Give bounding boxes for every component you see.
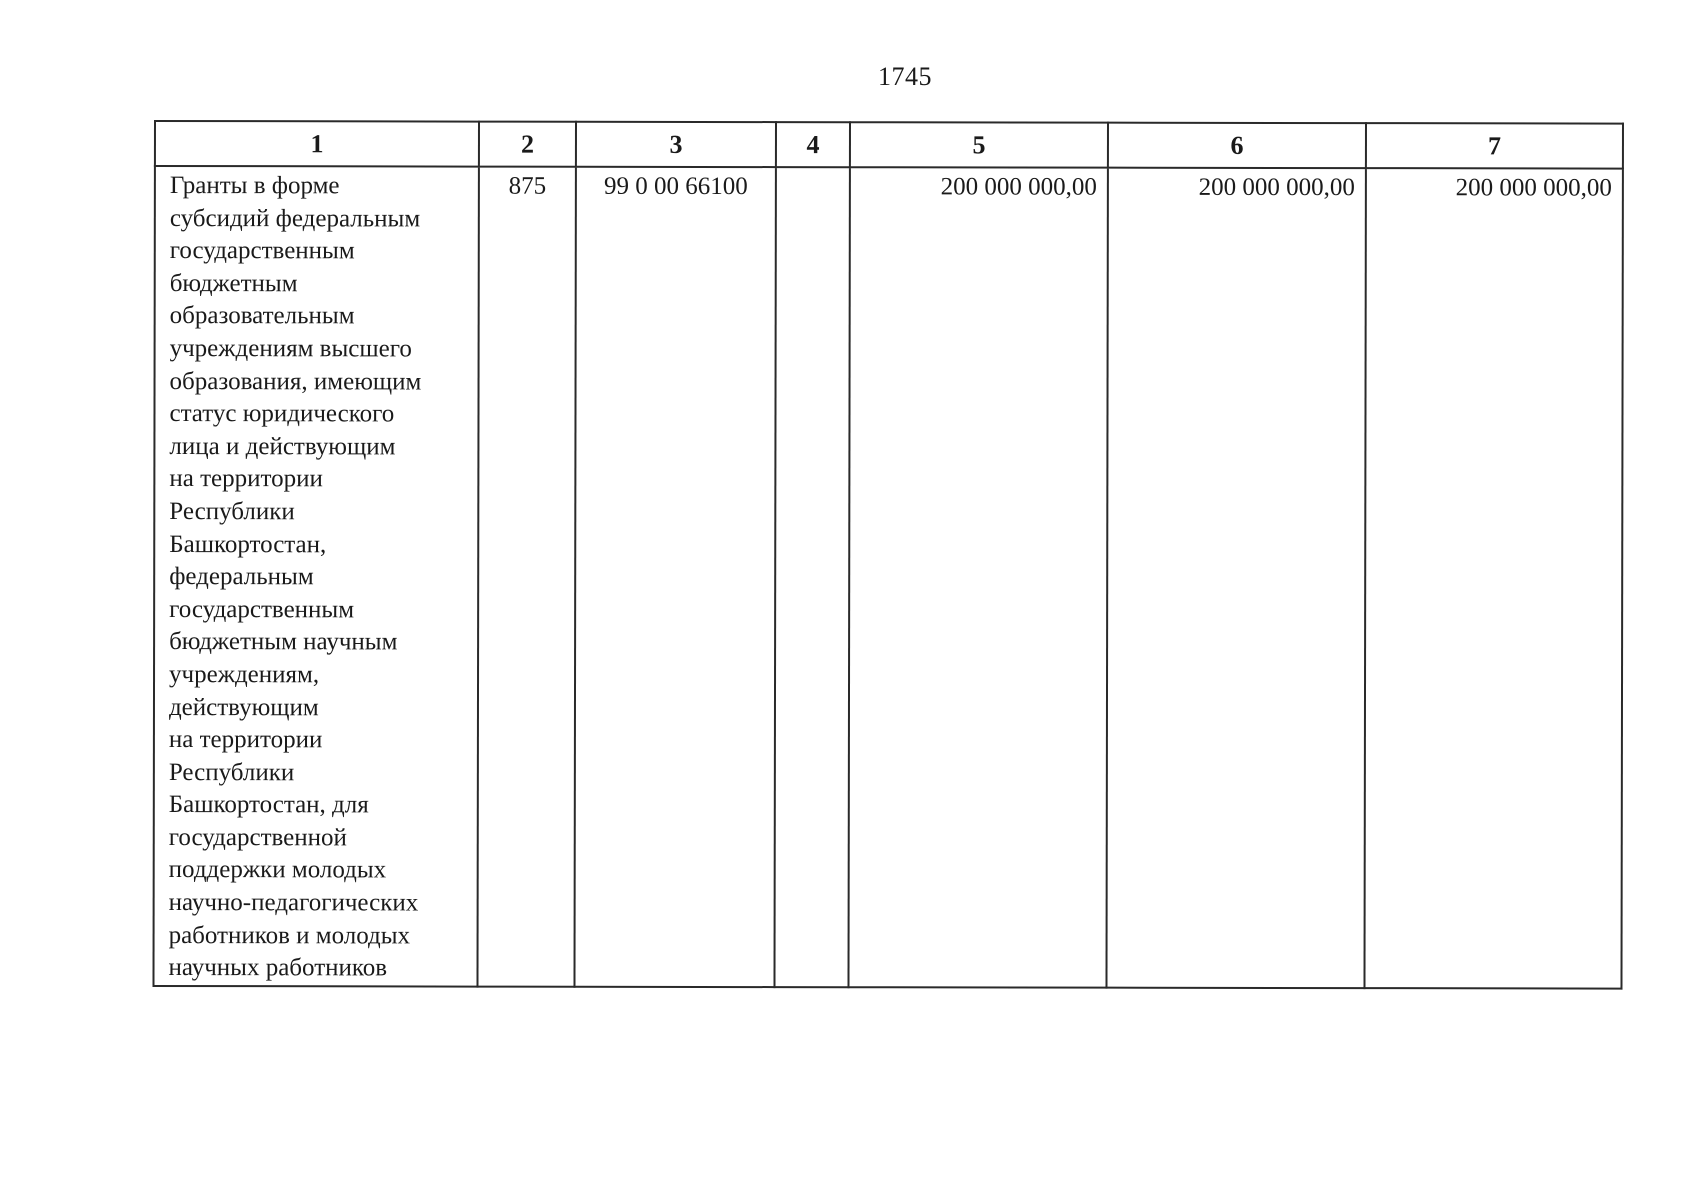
- header-col-4: 4: [776, 122, 850, 167]
- page-number: 1745: [878, 62, 932, 91]
- row-amount-col7: 200 000 000,00: [1364, 168, 1622, 988]
- row-expense-type-cell: [774, 167, 849, 987]
- row-amount-col6: 200 000 000,00: [1106, 168, 1365, 988]
- header-col-7: 7: [1366, 123, 1623, 168]
- row-amount-col5: 200 000 000,00: [848, 167, 1107, 987]
- budget-table: [152, 120, 1624, 989]
- header-col-5: 5: [850, 122, 1108, 167]
- header-col-6: 6: [1108, 123, 1366, 168]
- header-col-2: 2: [479, 122, 576, 167]
- row-name-cell: Гранты в форме субсидий федеральным государственным бюджетным образовательным учреждениям высшего образования, имеющим статус юридического лица и действующим на территории Республики Башкортостан, федеральным государственным бюджетным научным учреждениям, действующим на территории Республики Башкортостан, для государственной поддержки молодых научно-педагогических работников и молодых научных работников: [153, 166, 478, 986]
- row-code-cell: 875: [477, 167, 575, 987]
- header-col-1: 1: [155, 121, 479, 167]
- table-header-row: [155, 121, 1623, 169]
- header-col-3: 3: [576, 122, 776, 167]
- table-row: [153, 166, 1622, 988]
- row-target-article-cell: 99 0 00 66100: [574, 167, 775, 987]
